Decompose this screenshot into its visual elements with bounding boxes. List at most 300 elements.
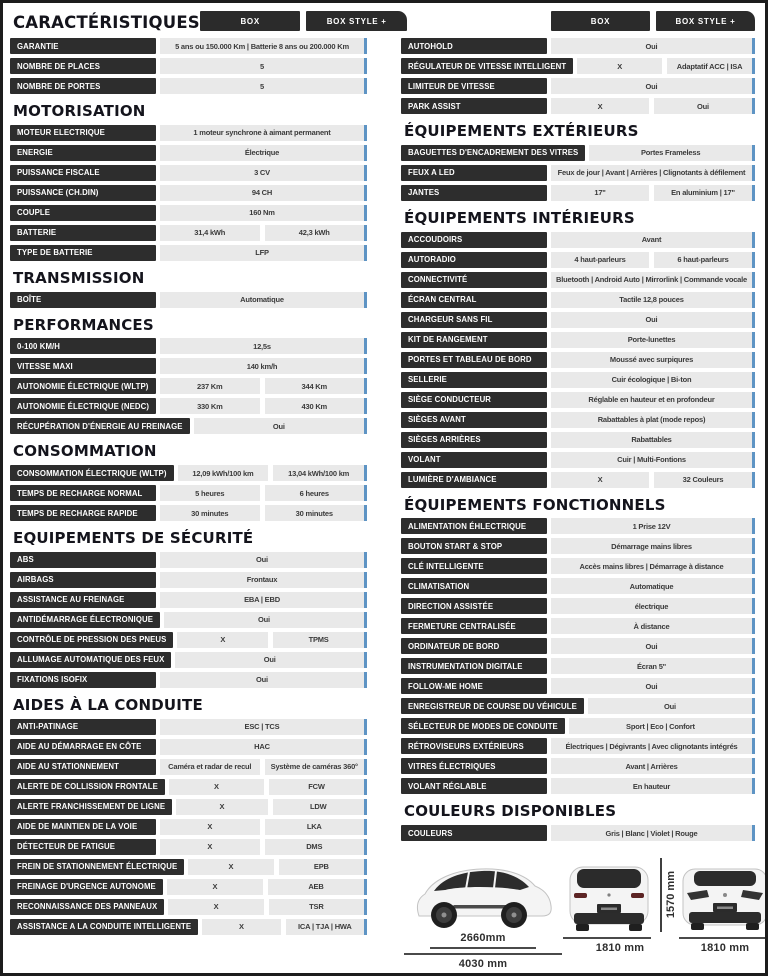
spec-row bbox=[401, 738, 755, 754]
spec-value: 32 Couleurs bbox=[654, 472, 752, 488]
spec-value: Démarrage mains libres bbox=[551, 538, 752, 554]
spec-value: TPMS bbox=[273, 632, 364, 648]
spec-row bbox=[10, 225, 367, 241]
spec-row bbox=[10, 879, 367, 895]
spec-row bbox=[401, 558, 755, 574]
spec-value: EBA | EBD bbox=[160, 592, 364, 608]
spec-values bbox=[160, 719, 367, 735]
spec-row bbox=[10, 572, 367, 588]
section-title: ÉQUIPEMENTS INTÉRIEURS bbox=[404, 208, 635, 227]
spec-row bbox=[401, 145, 755, 161]
spec-row bbox=[10, 378, 367, 394]
spec-values bbox=[160, 505, 367, 521]
spec-label: BATTERIE bbox=[10, 225, 156, 241]
trim-tabs bbox=[200, 11, 407, 31]
spec-value: Porte-lunettes bbox=[551, 332, 752, 348]
section-title: EQUIPEMENTS DE SÉCURITÉ bbox=[13, 529, 254, 547]
spec-values bbox=[160, 485, 367, 501]
spec-value: TSR bbox=[269, 899, 364, 915]
spec-values bbox=[169, 779, 367, 795]
right-sections bbox=[401, 11, 755, 845]
spec-row bbox=[401, 698, 755, 714]
spec-values bbox=[569, 718, 755, 734]
spec-label: DÉTECTEUR DE FATIGUE bbox=[10, 839, 156, 855]
spec-row bbox=[401, 758, 755, 774]
spec-value: 5 heures bbox=[160, 485, 260, 501]
spec-row bbox=[10, 899, 367, 915]
spec-label: FREINAGE D'URGENCE AUTONOME bbox=[10, 879, 163, 895]
spec-label: RÉTROVISEURS EXTÉRIEURS bbox=[401, 738, 547, 754]
spec-value: 13,04 kWh/100 km bbox=[273, 465, 364, 481]
spec-value: Adaptatif ACC | ISA bbox=[667, 58, 752, 74]
spec-row bbox=[10, 505, 367, 521]
height-dimension-label: 1570 mm bbox=[665, 871, 677, 919]
section-title: ÉQUIPEMENTS EXTÉRIEURS bbox=[404, 122, 639, 140]
car-rear-view-image bbox=[563, 855, 655, 935]
spec-value: EPB bbox=[279, 859, 364, 875]
spec-value: 30 minutes bbox=[265, 505, 365, 521]
spec-values bbox=[551, 98, 755, 114]
section-title: MOTORISATION bbox=[13, 102, 146, 120]
spec-row bbox=[10, 612, 367, 628]
spec-value: À distance bbox=[551, 618, 752, 634]
spec-row bbox=[10, 839, 367, 855]
spec-row bbox=[10, 58, 367, 74]
spec-values bbox=[551, 472, 755, 488]
spec-values bbox=[160, 58, 367, 74]
spec-value: 430 Km bbox=[265, 398, 364, 414]
spec-row bbox=[10, 78, 367, 94]
spec-values bbox=[160, 739, 367, 755]
spec-value: Tactile 12,8 pouces bbox=[551, 292, 752, 308]
spec-row bbox=[401, 578, 755, 594]
wheelbase-dimension-label: 2660mm bbox=[460, 932, 506, 944]
spec-values bbox=[168, 899, 367, 915]
spec-label: ENERGIE bbox=[10, 145, 156, 161]
spec-row bbox=[401, 292, 755, 308]
spec-label: RÉGULATEUR DE VITESSE INTELLIGENT bbox=[401, 58, 573, 74]
section-title: COULEURS DISPONIBLES bbox=[404, 802, 617, 821]
spec-value: LKA bbox=[265, 819, 365, 835]
trim-tabs bbox=[551, 11, 755, 31]
spec-values bbox=[160, 839, 367, 855]
spec-values bbox=[551, 78, 755, 94]
spec-value: 1 Prise 12V bbox=[551, 518, 752, 534]
car-side-view-figure bbox=[403, 855, 563, 971]
spec-value: Système de caméras 360° bbox=[265, 759, 365, 775]
spec-label: SIÈGES ARRIÈRES bbox=[401, 432, 547, 448]
spec-label: PORTES ET TABLEAU DE BORD bbox=[401, 352, 547, 368]
front-width-dimension-line bbox=[679, 937, 768, 939]
spec-values bbox=[551, 272, 755, 288]
spec-values bbox=[588, 698, 755, 714]
spec-label: MOTEUR ELECTRIQUE bbox=[10, 125, 156, 141]
spec-values bbox=[160, 592, 367, 608]
spec-row bbox=[401, 718, 755, 734]
rear-width-dimension-label: 1810 mm bbox=[595, 942, 645, 954]
spec-value: 30 minutes bbox=[160, 505, 260, 521]
spec-label: TEMPS DE RECHARGE RAPIDE bbox=[10, 505, 156, 521]
left-column bbox=[10, 11, 387, 967]
spec-values bbox=[160, 38, 367, 54]
trim-tab-col1: BOX bbox=[551, 11, 650, 31]
spec-label: ALERTE FRANCHISSEMENT DE LIGNE bbox=[10, 799, 172, 815]
spec-label: FIXATIONS ISOFIX bbox=[10, 672, 156, 688]
spec-value: Oui bbox=[551, 638, 752, 654]
spec-label: AIDE AU STATIONNEMENT bbox=[10, 759, 156, 775]
spec-row bbox=[10, 799, 367, 815]
spec-values bbox=[160, 165, 367, 181]
spec-value: Avant bbox=[551, 232, 752, 248]
spec-row bbox=[10, 245, 367, 261]
car-side-view-image bbox=[403, 855, 563, 931]
spec-value: Oui bbox=[551, 78, 752, 94]
spec-values bbox=[167, 879, 367, 895]
car-front-view-image bbox=[677, 855, 768, 935]
spec-label: ASSISTANCE A LA CONDUITE INTELLIGENTE bbox=[10, 919, 198, 935]
spec-row bbox=[401, 472, 755, 488]
spec-label: COUPLE bbox=[10, 205, 156, 221]
spec-values bbox=[589, 145, 755, 161]
spec-row bbox=[10, 759, 367, 775]
spec-row bbox=[401, 232, 755, 248]
spec-value: AEB bbox=[268, 879, 364, 895]
spec-values bbox=[178, 465, 367, 481]
spec-label: ANTIDÉMARRAGE ÉLECTRONIQUE bbox=[10, 612, 160, 628]
spec-label: AIDE DE MAINTIEN DE LA VOIE bbox=[10, 819, 156, 835]
spec-value: LDW bbox=[273, 799, 364, 815]
spec-label: ASSISTANCE AU FREINAGE bbox=[10, 592, 156, 608]
spec-values bbox=[160, 225, 367, 241]
spec-value: Oui bbox=[551, 38, 752, 54]
spec-value: X bbox=[577, 58, 662, 74]
spec-label: PARK ASSIST bbox=[401, 98, 547, 114]
spec-row bbox=[10, 672, 367, 688]
spec-value: 5 bbox=[160, 58, 364, 74]
spec-value: Oui bbox=[588, 698, 752, 714]
spec-values bbox=[551, 165, 755, 181]
spec-row bbox=[401, 38, 755, 54]
spec-label: DIRECTION ASSISTÉE bbox=[401, 598, 547, 614]
spec-value: Oui bbox=[551, 312, 752, 328]
spec-row bbox=[10, 779, 367, 795]
spec-row bbox=[401, 432, 755, 448]
spec-label: FEUX A LED bbox=[401, 165, 547, 181]
spec-values bbox=[551, 252, 755, 268]
spec-row bbox=[401, 778, 755, 794]
spec-value: X bbox=[188, 859, 273, 875]
spec-row bbox=[10, 819, 367, 835]
spec-value: électrique bbox=[551, 598, 752, 614]
spec-row bbox=[10, 485, 367, 501]
spec-value: Feux de jour | Avant | Arrières | Clignotants à défilement bbox=[551, 165, 752, 181]
spec-value: Oui bbox=[160, 552, 364, 568]
spec-values bbox=[551, 372, 755, 388]
spec-value: Automatique bbox=[551, 578, 752, 594]
spec-value: Avant | Arrières bbox=[551, 758, 752, 774]
spec-value: Portes Frameless bbox=[589, 145, 752, 161]
spec-row bbox=[401, 165, 755, 181]
spec-value: X bbox=[167, 879, 263, 895]
spec-values bbox=[160, 358, 367, 374]
spec-value: 1 moteur synchrone à aimant permanent bbox=[160, 125, 364, 141]
spec-values bbox=[551, 578, 755, 594]
spec-values bbox=[160, 759, 367, 775]
spec-value: Sport | Eco | Confort bbox=[569, 718, 752, 734]
spec-values bbox=[551, 292, 755, 308]
section-title: AIDES À LA CONDUITE bbox=[13, 695, 203, 714]
spec-value: Réglable en hauteur et en profondeur bbox=[551, 392, 752, 408]
spec-value: Rabattables bbox=[551, 432, 752, 448]
spec-label: BOUTON START & STOP bbox=[401, 538, 547, 554]
rear-width-dimension-line bbox=[563, 937, 651, 939]
spec-values bbox=[160, 292, 367, 308]
spec-label: ALIMENTATION ÉHLECTRIQUE bbox=[401, 518, 547, 534]
spec-row bbox=[10, 205, 367, 221]
spec-value: 3 CV bbox=[160, 165, 364, 181]
section-title: PERFORMANCES bbox=[13, 315, 154, 334]
spec-label: VITRES ÉLECTRIQUES bbox=[401, 758, 547, 774]
spec-value: 237 Km bbox=[160, 378, 260, 394]
spec-label: ANTI-PATINAGE bbox=[10, 719, 156, 735]
spec-row bbox=[401, 598, 755, 614]
car-front-view-figure bbox=[677, 855, 768, 955]
spec-row bbox=[401, 412, 755, 428]
spec-value: DMS bbox=[265, 839, 365, 855]
spec-values bbox=[160, 338, 367, 354]
spec-values bbox=[551, 778, 755, 794]
spec-row bbox=[401, 272, 755, 288]
spec-value: Caméra et radar de recul bbox=[160, 759, 260, 775]
spec-value: LFP bbox=[160, 245, 364, 261]
spec-value: Électrique bbox=[160, 145, 364, 161]
spec-label: COULEURS bbox=[401, 825, 547, 841]
spec-values bbox=[551, 185, 755, 201]
spec-value: 4 haut-parleurs bbox=[551, 252, 649, 268]
spec-label: ABS bbox=[10, 552, 156, 568]
spec-row bbox=[10, 125, 367, 141]
spec-label: VITESSE MAXI bbox=[10, 358, 156, 374]
spec-values bbox=[551, 312, 755, 328]
spec-row bbox=[10, 592, 367, 608]
spec-row bbox=[401, 312, 755, 328]
spec-value: X bbox=[169, 779, 264, 795]
spec-value: Oui bbox=[654, 98, 752, 114]
spec-row bbox=[401, 452, 755, 468]
spec-label: AUTORADIO bbox=[401, 252, 547, 268]
spec-values bbox=[551, 332, 755, 348]
spec-value: Moussé avec surpiqures bbox=[551, 352, 752, 368]
column-header bbox=[401, 11, 755, 31]
spec-values bbox=[160, 378, 367, 394]
spec-value: X bbox=[176, 799, 267, 815]
spec-values bbox=[551, 452, 755, 468]
spec-label: CLÉ INTELLIGENTE bbox=[401, 558, 547, 574]
spec-row bbox=[10, 338, 367, 354]
spec-row bbox=[10, 739, 367, 755]
spec-values bbox=[551, 738, 755, 754]
spec-row bbox=[10, 292, 367, 308]
spec-value: Accès mains libres | Démarrage à distance bbox=[551, 558, 752, 574]
spec-row bbox=[401, 58, 755, 74]
spec-label: CONSOMMATION ÉLECTRIQUE (WLTP) bbox=[10, 465, 174, 481]
spec-values bbox=[160, 672, 367, 688]
spec-values bbox=[551, 558, 755, 574]
spec-values bbox=[160, 125, 367, 141]
trim-tab-col2: BOX STYLE + bbox=[306, 11, 407, 31]
spec-row bbox=[401, 618, 755, 634]
spec-row bbox=[401, 638, 755, 654]
spec-value: 17" bbox=[551, 185, 649, 201]
spec-label: CLIMATISATION bbox=[401, 578, 547, 594]
spec-row bbox=[401, 185, 755, 201]
spec-label: GARANTIE bbox=[10, 38, 156, 54]
spec-label: SÉLECTEUR DE MODES DE CONDUITE bbox=[401, 718, 565, 734]
spec-value: Oui bbox=[194, 418, 364, 434]
spec-value: X bbox=[160, 839, 260, 855]
spec-value: Automatique bbox=[160, 292, 364, 308]
spec-values bbox=[194, 418, 367, 434]
spec-values bbox=[160, 245, 367, 261]
spec-values bbox=[551, 538, 755, 554]
spec-row bbox=[401, 98, 755, 114]
spec-row bbox=[10, 38, 367, 54]
spec-value: Oui bbox=[164, 612, 364, 628]
spec-label: TEMPS DE RECHARGE NORMAL bbox=[10, 485, 156, 501]
spec-row bbox=[10, 165, 367, 181]
spec-values bbox=[164, 612, 367, 628]
spec-value: 160 Nm bbox=[160, 205, 364, 221]
spec-value: X bbox=[177, 632, 268, 648]
spec-value: Rabattables à plat (mode repos) bbox=[551, 412, 752, 428]
spec-label: NOMBRE DE PORTES bbox=[10, 78, 156, 94]
spec-label: SELLERIE bbox=[401, 372, 547, 388]
spec-values bbox=[577, 58, 755, 74]
spec-label: AUTONOMIE ÉLECTRIQUE (WLTP) bbox=[10, 378, 156, 394]
spec-label: VOLANT bbox=[401, 452, 547, 468]
spec-label: 0-100 KM/H bbox=[10, 338, 156, 354]
spec-label: ÉCRAN CENTRAL bbox=[401, 292, 547, 308]
vehicle-dimensions-figure bbox=[401, 855, 755, 971]
spec-values bbox=[160, 819, 367, 835]
spec-values bbox=[551, 598, 755, 614]
spec-label: ACCOUDOIRS bbox=[401, 232, 547, 248]
spec-row bbox=[401, 352, 755, 368]
spec-value: X bbox=[551, 472, 649, 488]
spec-label: RECONNAISSANCE DES PANNEAUX bbox=[10, 899, 164, 915]
spec-row bbox=[10, 719, 367, 735]
spec-label: NOMBRE DE PLACES bbox=[10, 58, 156, 74]
spec-values bbox=[202, 919, 367, 935]
spec-label: AIDE AU DÉMARRAGE EN CÔTE bbox=[10, 739, 156, 755]
spec-label: SIÈGE CONDUCTEUR bbox=[401, 392, 547, 408]
spec-value: 6 haut-parleurs bbox=[654, 252, 752, 268]
spec-row bbox=[401, 538, 755, 554]
spec-row bbox=[10, 418, 367, 434]
trim-tab-col1: BOX bbox=[200, 11, 301, 31]
spec-values bbox=[160, 398, 367, 414]
spec-value: FCW bbox=[269, 779, 364, 795]
spec-label: FREIN DE STATIONNEMENT ÉLECTRIQUE bbox=[10, 859, 184, 875]
spec-values bbox=[175, 652, 367, 668]
spec-row bbox=[401, 332, 755, 348]
spec-row bbox=[10, 358, 367, 374]
spec-label: FERMETURE CENTRALISÉE bbox=[401, 618, 547, 634]
spec-label: SIÈGES AVANT bbox=[401, 412, 547, 428]
spec-value: Électriques | Dégivrants | Avec clignotants intégrés bbox=[551, 738, 752, 754]
spec-label: CHARGEUR SANS FIL bbox=[401, 312, 547, 328]
spec-value: X bbox=[168, 899, 263, 915]
spec-row bbox=[401, 518, 755, 534]
spec-row bbox=[401, 252, 755, 268]
spec-value: 344 Km bbox=[265, 378, 365, 394]
spec-row bbox=[401, 78, 755, 94]
spec-value: ESC | TCS bbox=[160, 719, 364, 735]
spec-values bbox=[551, 758, 755, 774]
spec-values bbox=[160, 572, 367, 588]
section-title: ÉQUIPEMENTS FONCTIONNELS bbox=[404, 495, 666, 514]
spec-values bbox=[551, 432, 755, 448]
spec-value: 330 Km bbox=[160, 398, 259, 414]
spec-values bbox=[188, 859, 367, 875]
spec-row bbox=[401, 658, 755, 674]
spec-values bbox=[176, 799, 367, 815]
spec-value: Cuir écologique | Bi-ton bbox=[551, 372, 752, 388]
spec-row bbox=[401, 678, 755, 694]
spec-row bbox=[10, 919, 367, 935]
spec-values bbox=[551, 825, 755, 841]
spec-row bbox=[10, 859, 367, 875]
length-dimension-line bbox=[404, 953, 562, 955]
spec-values bbox=[551, 352, 755, 368]
spec-label: INSTRUMENTATION DIGITALE bbox=[401, 658, 547, 674]
spec-value: 31,4 kWh bbox=[160, 225, 260, 241]
front-width-dimension-label: 1810 mm bbox=[700, 942, 750, 954]
spec-value: 12,09 kWh/100 km bbox=[178, 465, 269, 481]
spec-values bbox=[160, 145, 367, 161]
spec-label: LIMITEUR DE VITESSE bbox=[401, 78, 547, 94]
spec-label: PUISSANCE FISCALE bbox=[10, 165, 156, 181]
spec-label: BAGUETTES D'ENCADREMENT DES VITRES bbox=[401, 145, 585, 161]
spec-values bbox=[551, 678, 755, 694]
spec-label: CONNECTIVITÉ bbox=[401, 272, 547, 288]
spec-label: ENREGISTREUR DE COURSE DU VÉHICULE bbox=[401, 698, 584, 714]
spec-values bbox=[160, 78, 367, 94]
spec-value: En hauteur bbox=[551, 778, 752, 794]
spec-label: PUISSANCE (CH.DIN) bbox=[10, 185, 156, 201]
section-title: TRANSMISSION bbox=[13, 268, 145, 287]
spec-label: BOÎTE bbox=[10, 292, 156, 308]
spec-row bbox=[10, 552, 367, 568]
right-column bbox=[401, 11, 755, 970]
spec-value: 6 heures bbox=[265, 485, 365, 501]
trim-tab-col2: BOX STYLE + bbox=[656, 11, 755, 31]
spec-values bbox=[551, 658, 755, 674]
height-dimension-line bbox=[660, 858, 662, 932]
spec-values bbox=[177, 632, 367, 648]
spec-values bbox=[160, 205, 367, 221]
spec-label: CONTRÔLE DE PRESSION DES PNEUS bbox=[10, 632, 173, 648]
spec-label: JANTES bbox=[401, 185, 547, 201]
spec-row bbox=[10, 652, 367, 668]
spec-row bbox=[10, 465, 367, 481]
spec-label: ALLUMAGE AUTOMATIQUE DES FEUX bbox=[10, 652, 171, 668]
spec-label: KIT DE RANGEMENT bbox=[401, 332, 547, 348]
spec-value: Bluetooth | Android Auto | Mirrorlink | Commande vocale bbox=[551, 272, 752, 288]
spec-label: AIRBAGS bbox=[10, 572, 156, 588]
spec-values bbox=[551, 232, 755, 248]
spec-value: ICA | TJA | HWA bbox=[286, 919, 364, 935]
